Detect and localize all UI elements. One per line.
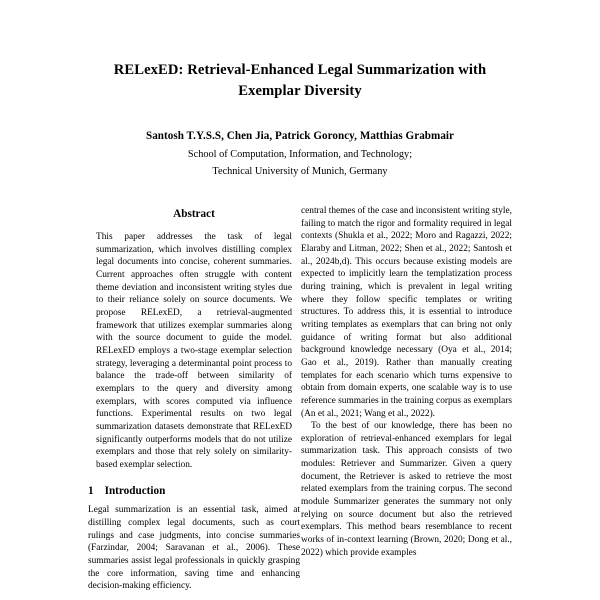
continued-paragraph: central themes of the case and inconsistent writing style, failing to match the rigor and formality required in legal contexts (Shukla et al., 2022; Moro and Ragazzi, 2022; Elaraby and Litman, 2022; Shen et al., 2022; Santosh et al., 2024b,d). This occurs because existing models are expected to implicitly learn the templatization process during training, which is prevalent in legal writing where they follow specific templates or writing structures. To address this, it is essential to introduce writing templates as exemplars that can bring not only guidance of writing format but also additional background knowledge necessary (Oya et al., 2014; Gao et al., 2019). Rather than manually creating templates for each scenario which turns expensive to obtain from domain experts, one scalable way is to use reference summaries in the training corpus as exemplars (An et al., 2021; Wang et al., 2022). xyxy=(301,206,512,419)
abstract-text: This paper addresses the task of legal summarization, which involves distilling complex legal documents into concise, coherent summaries. Current approaches often struggle with content theme deviation and inconsistent writing styles due to their reliance solely on source documents. We propose RELexED, a retrieval-augmented framework that utilizes exemplar summaries along with the source document to guide the model. RELexED employs a two-stage exemplar selection strategy, leveraging a determinantal point process to balance the trade-off between similarity of exemplars to the query and diversity among exemplars, with scores computed via influence functions. Experimental results on two legal summarization datasets demonstrate that RELexED significantly outperforms models that do not utilize exemplars and those that rely solely on similarity-based exemplar selection. xyxy=(96,232,292,470)
affiliation-line-1: School of Computation, Information, and Technology; xyxy=(187,148,413,160)
two-column-body xyxy=(0,205,600,600)
right-paragraph-2: To the best of our knowledge, there has been no exploration of retrieval-enhanced exemplars for legal summarization task. This approach consists of two modules: Retriever and Summarizer. Given a query document, the Retriever is asked to retrieve the most related exemplars from the training corpus. The second module Summarizer generates the summary not only relying on source document but also the retrieved exemplars. This method bears resemblance to recent works of in-context learning (Brown, 2020; Dong et al., 2022) which provide examples xyxy=(301,421,512,558)
paper-header xyxy=(0,0,600,179)
affiliation-line-2: Technical University of Munich, Germany xyxy=(212,165,388,177)
section-number: 1 xyxy=(88,485,94,498)
introduction-block xyxy=(88,504,300,593)
page-title: RELexED: Retrieval-Enhanced Legal Summarization with Exemplar Diversity xyxy=(113,62,487,99)
section-title: Introduction xyxy=(104,485,166,498)
left-column xyxy=(88,205,300,600)
abstract-heading: Abstract xyxy=(173,208,215,220)
right-column-block xyxy=(301,205,512,559)
section-heading-introduction xyxy=(88,485,300,497)
author-list: Santosh T.Y.S.S, Chen Jia, Patrick Goroncy, Matthias Grabmair xyxy=(145,130,455,143)
abstract-block xyxy=(96,231,292,471)
introduction-paragraph: Legal summarization is an essential task, aimed at distilling complex legal documents, such as court rulings and case judgments, into concise summaries (Farzindar, 2004; Saravanan et al., 2006). These summaries assist legal professionals in quickly grasping the core information, saving time and enhancing decision-making efficiency. xyxy=(88,505,300,592)
right-column xyxy=(301,205,513,600)
